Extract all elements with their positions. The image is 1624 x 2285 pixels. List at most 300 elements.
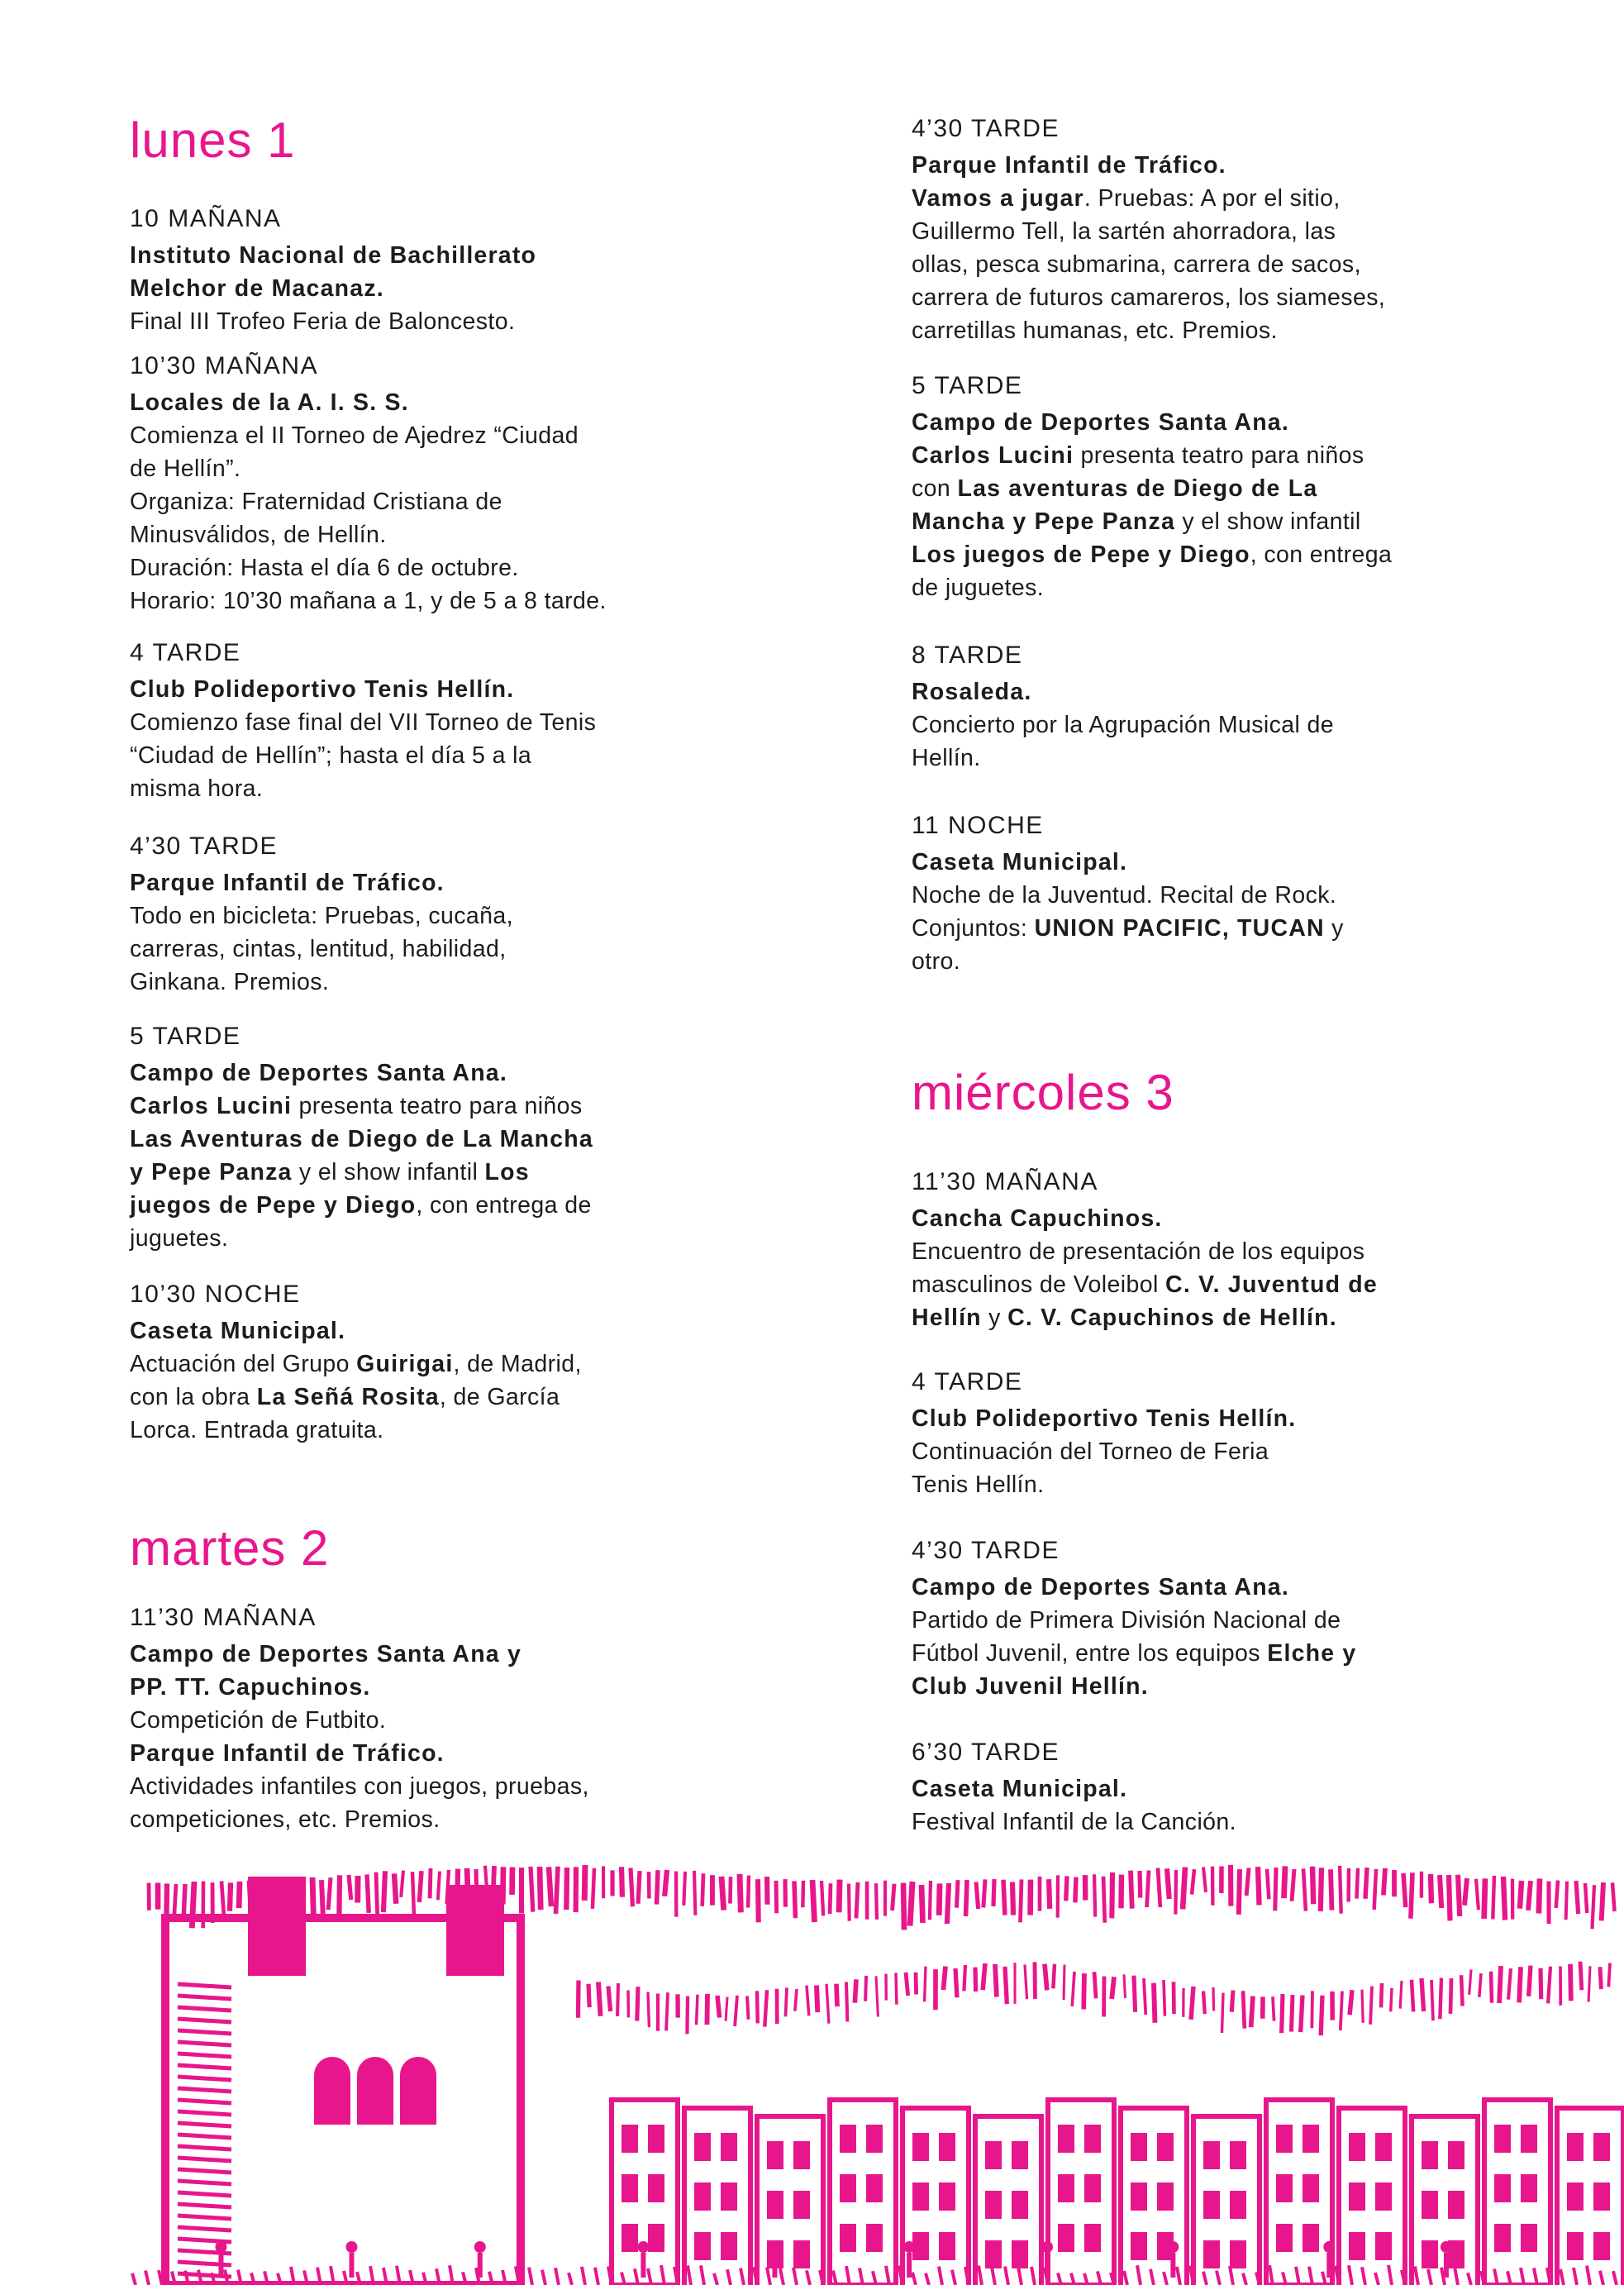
sky-stroke	[947, 1883, 949, 1924]
sky-stroke	[1025, 1964, 1027, 1999]
house-window	[1567, 2182, 1584, 2211]
emphasis-text: Mancha y Pepe Panza	[912, 508, 1176, 535]
sky-stroke	[975, 1968, 976, 1992]
sky-stroke	[1049, 1879, 1050, 1909]
sky-stroke	[648, 1992, 649, 2028]
sky-stroke	[1094, 1972, 1096, 1998]
ground-stroke	[979, 2266, 982, 2285]
ground-stroke	[1587, 2266, 1590, 2285]
body-text: Comienza el II Torneo de Ajedrez “Ciudad	[130, 422, 579, 449]
body-text: Noche de la Juventud. Recital de Rock.	[912, 882, 1337, 909]
event-line	[130, 386, 725, 419]
house-window	[1230, 2240, 1246, 2268]
sky-stroke	[747, 1996, 749, 2019]
house-window	[840, 2174, 856, 2202]
emphasis-text: Campo de Deportes Santa Ana.	[912, 1574, 1289, 1600]
ground-stroke	[846, 2266, 850, 2285]
sky-stroke	[1585, 1883, 1587, 1913]
sky-stroke	[1508, 1968, 1511, 2000]
ground-stroke	[1269, 2265, 1273, 2285]
sky-stroke	[1112, 1977, 1114, 1999]
body-text: Festival Infantil de la Canción.	[912, 1809, 1236, 1835]
sky-stroke	[666, 1992, 668, 2030]
sky-stroke	[1121, 1875, 1122, 1909]
ground-stroke	[807, 2270, 810, 2285]
sky-stroke	[1370, 1987, 1372, 2025]
sky-stroke	[855, 1979, 856, 2002]
house-window	[1422, 2240, 1438, 2268]
sky-stroke	[1612, 1882, 1615, 1911]
tower-pillar	[446, 1885, 504, 1976]
tower-pillar	[248, 1877, 306, 1976]
house-window	[1131, 2232, 1147, 2260]
body-text: Concierto por la Agrupación Musical de	[912, 712, 1335, 738]
house-window	[1593, 2182, 1610, 2211]
sky-stroke	[584, 1865, 585, 1901]
wall-hatch	[178, 2216, 231, 2219]
event-time: 4’30 TARDE	[912, 115, 1060, 142]
sky-stroke	[956, 1880, 958, 1907]
sky-stroke	[1491, 1972, 1492, 2003]
body-text: con	[912, 475, 958, 502]
sky-stroke	[1340, 1866, 1341, 1914]
sky-stroke	[726, 1997, 727, 2021]
sky-stroke	[1484, 1878, 1485, 1919]
event-entry	[912, 1366, 1507, 1501]
event-line	[912, 149, 1507, 182]
ground-stroke	[1005, 2266, 1008, 2285]
sky-stroke	[722, 1877, 724, 1911]
emphasis-text: Club Polideportivo Tenis Hellín.	[130, 676, 515, 703]
sky-stroke	[328, 1877, 331, 1910]
emphasis-text: Parque Infantil de Tráfico.	[130, 1740, 445, 1767]
wall-hatch	[178, 2239, 231, 2242]
sky-stroke	[1213, 1987, 1214, 2011]
ground-stroke	[793, 2268, 797, 2285]
house-window	[1058, 2125, 1074, 2153]
house-window	[1157, 2133, 1174, 2161]
event-line	[912, 1202, 1507, 1235]
wall-hatch	[178, 2181, 231, 2184]
house-window	[1230, 2141, 1246, 2169]
body-text: Partido de Primera División Nacional de	[912, 1607, 1341, 1634]
event-time: 8 TARDE	[912, 642, 1023, 669]
sky-stroke	[1131, 1871, 1132, 1909]
event-line	[130, 1222, 725, 1255]
sky-stroke	[1301, 1996, 1303, 2033]
sky-stroke	[657, 1870, 658, 1904]
sky-stroke	[1083, 1973, 1084, 2009]
wall-hatch	[178, 2100, 231, 2103]
sky-stroke	[1167, 1868, 1169, 1899]
event-line	[130, 1414, 725, 1447]
sky-stroke	[930, 1881, 931, 1920]
event-entry	[130, 350, 725, 618]
ground-stroke	[595, 2268, 598, 2285]
ground-stroke	[661, 2265, 664, 2285]
body-text: presenta teatro para niños	[1074, 442, 1364, 469]
body-text: de juguetes.	[912, 575, 1045, 601]
sky-stroke	[1539, 1878, 1540, 1913]
sky-stroke	[376, 1872, 378, 1918]
event-line	[130, 899, 725, 933]
sky-stroke	[1222, 1993, 1223, 2034]
sky-stroke	[1608, 1963, 1610, 1987]
event-line	[130, 1803, 725, 1836]
event-line	[130, 518, 725, 551]
house-window	[767, 2141, 783, 2169]
event-line	[912, 1806, 1507, 1839]
sky-stroke	[846, 1982, 847, 2022]
ground-stroke	[939, 2267, 942, 2285]
sky-stroke	[856, 1882, 858, 1919]
sky-stroke	[1312, 1867, 1313, 1905]
wall-hatch	[178, 2019, 231, 2022]
house-window	[1567, 2232, 1584, 2260]
body-text: ollas, pesca submarina, carrera de sacos,	[912, 251, 1361, 278]
ground-stroke	[1428, 2269, 1431, 2285]
sky-stroke	[1440, 1978, 1441, 2020]
event-line	[130, 272, 725, 305]
ground-stroke	[701, 2265, 704, 2285]
sky-stroke	[1520, 1881, 1522, 1909]
sky-stroke	[802, 1881, 803, 1907]
house-window	[648, 2125, 664, 2153]
ground-stroke	[1164, 2272, 1167, 2285]
body-text: carreras, cintas, lentitud, habilidad,	[130, 936, 507, 962]
event-entry	[912, 1166, 1507, 1334]
body-text: Hellín.	[912, 745, 981, 771]
event-entry	[912, 1534, 1507, 1703]
wall-hatch	[178, 2146, 231, 2149]
emphasis-text: Las Aventuras de Diego de La Mancha	[130, 1126, 593, 1152]
emphasis-text: Parque Infantil de Tráfico.	[912, 152, 1226, 179]
house-window	[985, 2191, 1002, 2219]
sky-stroke	[1158, 1868, 1160, 1907]
emphasis-text: Los juegos de Pepe y Diego	[912, 541, 1250, 568]
sky-stroke	[966, 1880, 967, 1916]
emphasis-text: Caseta Municipal.	[912, 849, 1128, 875]
body-text: Organiza: Fraternidad Cristiana de	[130, 489, 502, 515]
event-line	[912, 215, 1507, 248]
sky-stroke	[1449, 1875, 1450, 1920]
sky-stroke	[1147, 1870, 1149, 1907]
sky-stroke	[922, 1885, 923, 1923]
event-line	[912, 406, 1507, 439]
sky-stroke	[1183, 1868, 1185, 1910]
event-line	[912, 1468, 1507, 1501]
arched-window	[400, 2057, 436, 2125]
sky-stroke	[876, 1883, 877, 1920]
event-entry	[130, 1020, 725, 1255]
ground-stroke	[1362, 2267, 1365, 2285]
wall-hatch	[178, 2111, 231, 2115]
sky-stroke	[1203, 1991, 1205, 2014]
sky-stroke	[1383, 1868, 1385, 1896]
house-window	[1567, 2133, 1584, 2161]
sky-stroke	[830, 1883, 831, 1914]
house-window	[840, 2224, 856, 2252]
wall-hatch	[178, 2123, 231, 2126]
house-window	[1375, 2182, 1392, 2211]
house-window	[1276, 2174, 1293, 2202]
sky-stroke	[221, 1881, 224, 1915]
event-line	[130, 1671, 725, 1704]
ground-stroke	[529, 2268, 532, 2285]
sky-stroke	[617, 1983, 618, 2016]
house-window	[912, 2133, 929, 2161]
event-line	[912, 1772, 1507, 1806]
arched-window	[357, 2057, 393, 2125]
day-heading: lunes 1	[130, 112, 296, 168]
body-text: presenta teatro para niños	[292, 1093, 583, 1119]
house-window	[1058, 2224, 1074, 2252]
wall-hatch	[178, 2054, 231, 2057]
house-window	[1448, 2141, 1464, 2169]
body-text: y el show infantil	[1175, 508, 1361, 535]
house-window	[1131, 2133, 1147, 2161]
event-line	[912, 1301, 1507, 1334]
ground-stroke	[912, 2273, 916, 2285]
event-entry	[130, 203, 725, 338]
sky-stroke	[1243, 1991, 1245, 2028]
house-window	[1012, 2141, 1028, 2169]
wall-hatch	[178, 2192, 231, 2196]
sky-stroke	[1144, 1978, 1145, 2015]
sky-stroke	[1479, 1973, 1481, 1997]
sky-stroke	[976, 1882, 979, 1910]
event-entry	[912, 1736, 1507, 1839]
emphasis-text: Caseta Municipal.	[130, 1318, 346, 1344]
figure-head	[474, 2241, 486, 2253]
sky-stroke	[849, 1884, 850, 1921]
house-window	[1349, 2133, 1365, 2161]
house-window	[793, 2141, 810, 2169]
wall-hatch	[178, 2135, 231, 2138]
sky-stroke	[694, 1871, 695, 1915]
emphasis-text: La Señá Rosita	[256, 1384, 440, 1410]
sky-stroke	[785, 1987, 787, 2016]
body-text: Actuación del Grupo	[130, 1351, 357, 1377]
ground-stroke	[542, 2270, 545, 2285]
event-line	[912, 742, 1507, 775]
body-text: . Pruebas: A por el sitio,	[1083, 185, 1341, 212]
house-window	[721, 2232, 737, 2260]
event-entry	[130, 1278, 725, 1447]
event-line	[130, 706, 725, 739]
sky-stroke	[230, 1882, 231, 1911]
wall-hatch	[178, 2169, 231, 2173]
emphasis-text: Los	[484, 1159, 530, 1185]
sky-stroke	[702, 1873, 703, 1906]
sky-stroke	[1094, 1874, 1095, 1916]
sky-stroke	[995, 1964, 997, 1997]
body-text: Todo en bicicleta: Pruebas, cucaña,	[130, 903, 513, 929]
ground-stroke	[1600, 2271, 1603, 2285]
event-line	[130, 673, 725, 706]
body-text: , de Madrid,	[453, 1351, 582, 1377]
house-window	[1494, 2174, 1511, 2202]
event-line	[912, 945, 1507, 978]
house-window	[694, 2133, 711, 2161]
sky-stroke	[757, 1991, 758, 2023]
sky-stroke	[1464, 1878, 1467, 1906]
event-line	[912, 1670, 1507, 1703]
sky-stroke	[1357, 1868, 1358, 1899]
sky-stroke	[896, 1973, 897, 2004]
body-text: Actividades infantiles con juegos, pruebas,	[130, 1773, 589, 1800]
event-line	[912, 571, 1507, 604]
event-time: 4’30 TARDE	[912, 1537, 1060, 1564]
sky-stroke	[1124, 1974, 1126, 1998]
event-line	[130, 1737, 725, 1770]
event-entry	[912, 809, 1507, 978]
event-line	[130, 739, 725, 772]
sky-stroke	[1203, 1867, 1206, 1891]
ground-stroke	[1375, 2273, 1379, 2285]
body-text: Competición de Futbito.	[130, 1707, 387, 1734]
event-line	[130, 239, 725, 272]
sky-stroke	[531, 1867, 533, 1912]
sky-stroke	[1246, 1868, 1249, 1896]
event-line	[130, 485, 725, 518]
day-heading: miércoles 3	[912, 1065, 1174, 1120]
sky-stroke	[1365, 1868, 1367, 1899]
sky-stroke	[903, 1883, 904, 1930]
sky-stroke	[1403, 1873, 1406, 1907]
wall-hatch	[178, 2204, 231, 2207]
event-line	[130, 1638, 725, 1671]
event-line	[912, 439, 1507, 472]
sky-stroke	[758, 1879, 759, 1922]
ground-stroke	[1230, 2266, 1233, 2285]
sky-stroke	[1075, 1877, 1076, 1903]
event-line	[130, 1156, 725, 1189]
event-line	[130, 1057, 725, 1090]
sky-stroke	[925, 1967, 926, 2002]
house-window	[1203, 2141, 1220, 2169]
body-text: Fútbol Juvenil, entre los equipos	[912, 1640, 1268, 1667]
figure-head	[345, 2241, 357, 2253]
figure-head	[215, 2241, 226, 2253]
event-line	[130, 1704, 725, 1737]
emphasis-text: Club Polideportivo Tenis Hellín.	[912, 1405, 1297, 1432]
ground-stroke	[555, 2268, 559, 2285]
sky-stroke	[822, 1881, 823, 1915]
emphasis-text: Campo de Deportes Santa Ana y	[130, 1641, 522, 1667]
event-time: 11’30 MAÑANA	[912, 1168, 1098, 1195]
sky-stroke	[1431, 1980, 1433, 2020]
sky-stroke	[910, 1882, 912, 1926]
sky-stroke	[1503, 1877, 1505, 1920]
body-text: , con entrega de	[416, 1192, 592, 1219]
sky-stroke	[939, 1883, 940, 1915]
sky-stroke	[916, 1973, 917, 1995]
arched-window	[314, 2057, 350, 2125]
house-window	[1230, 2191, 1246, 2219]
event-line	[912, 1435, 1507, 1468]
event-line	[130, 305, 725, 338]
body-text: Final III Trofeo Feria de Baloncesto.	[130, 308, 516, 335]
house-window	[622, 2174, 638, 2202]
house-window	[793, 2191, 810, 2219]
sky-stroke	[166, 1883, 167, 1915]
emphasis-text: Caseta Municipal.	[912, 1776, 1128, 1802]
house-window	[793, 2240, 810, 2268]
house-window	[939, 2232, 955, 2260]
emphasis-text: C. V. Juventud de	[1165, 1271, 1378, 1298]
house-window	[622, 2125, 638, 2153]
sky-stroke	[1140, 1871, 1141, 1898]
event-line	[912, 675, 1507, 708]
event-line	[130, 419, 725, 452]
event-time: 10’30 MAÑANA	[130, 352, 319, 379]
emphasis-text: Instituto Nacional de Bachillerato	[130, 242, 537, 269]
ground-stroke	[1177, 2267, 1180, 2285]
sky-stroke	[438, 1872, 440, 1901]
sky-stroke	[412, 1872, 414, 1916]
event-line	[912, 1604, 1507, 1637]
sky-stroke	[1588, 1966, 1590, 2001]
sky-stroke	[1350, 1990, 1352, 2015]
body-text: Encuentro de presentación de los equipos	[912, 1238, 1365, 1265]
sky-stroke	[1012, 1882, 1013, 1915]
sky-stroke	[826, 1984, 829, 2024]
event-line	[130, 452, 725, 485]
wall-hatch	[178, 2088, 231, 2092]
sky-stroke	[1303, 1868, 1306, 1911]
ground-stroke	[780, 2268, 783, 2285]
sky-stroke	[836, 1984, 837, 2006]
event-line	[912, 708, 1507, 742]
ground-stroke	[145, 2271, 149, 2285]
ground-stroke	[1031, 2267, 1035, 2285]
house-window	[721, 2182, 737, 2211]
body-text: Duración: Hasta el día 6 de octubre.	[130, 555, 519, 581]
body-text: carrera de futuros camareros, los siameses,	[912, 284, 1386, 311]
body-text: , con entrega	[1250, 541, 1393, 568]
day-heading: martes 2	[130, 1520, 330, 1576]
sky-stroke	[748, 1876, 749, 1908]
sky-stroke	[740, 1874, 741, 1912]
house-window	[648, 2224, 664, 2252]
ground-stroke	[1296, 2267, 1299, 2285]
sky-stroke	[1282, 1994, 1283, 2033]
body-text: Ginkana. Premios.	[130, 969, 330, 995]
body-text: Guillermo Tell, la sartén ahorradora, las	[912, 218, 1336, 245]
body-text: y el show infantil	[292, 1159, 485, 1185]
ground-stroke	[132, 2273, 136, 2285]
figure-head	[769, 2241, 780, 2253]
sky-stroke	[1283, 1866, 1285, 1898]
sky-stroke	[943, 1967, 945, 1990]
sky-stroke	[394, 1873, 396, 1903]
event-line	[130, 966, 725, 999]
emphasis-text: juegos de Pepe y Diego	[130, 1192, 417, 1219]
sky-stroke	[1341, 1992, 1342, 2030]
wall-hatch	[178, 2030, 231, 2034]
sky-stroke	[1519, 1967, 1521, 2002]
sky-stroke	[1570, 1964, 1571, 2001]
sky-stroke	[1103, 1877, 1105, 1923]
sky-stroke	[767, 1877, 768, 1905]
event-line	[912, 1637, 1507, 1670]
house-window	[648, 2174, 664, 2202]
emphasis-text: Parque Infantil de Tráfico.	[130, 870, 445, 896]
house-window	[866, 2224, 883, 2252]
body-text: competiciones, etc. Premios.	[130, 1806, 441, 1833]
event-entry	[130, 1601, 725, 1836]
